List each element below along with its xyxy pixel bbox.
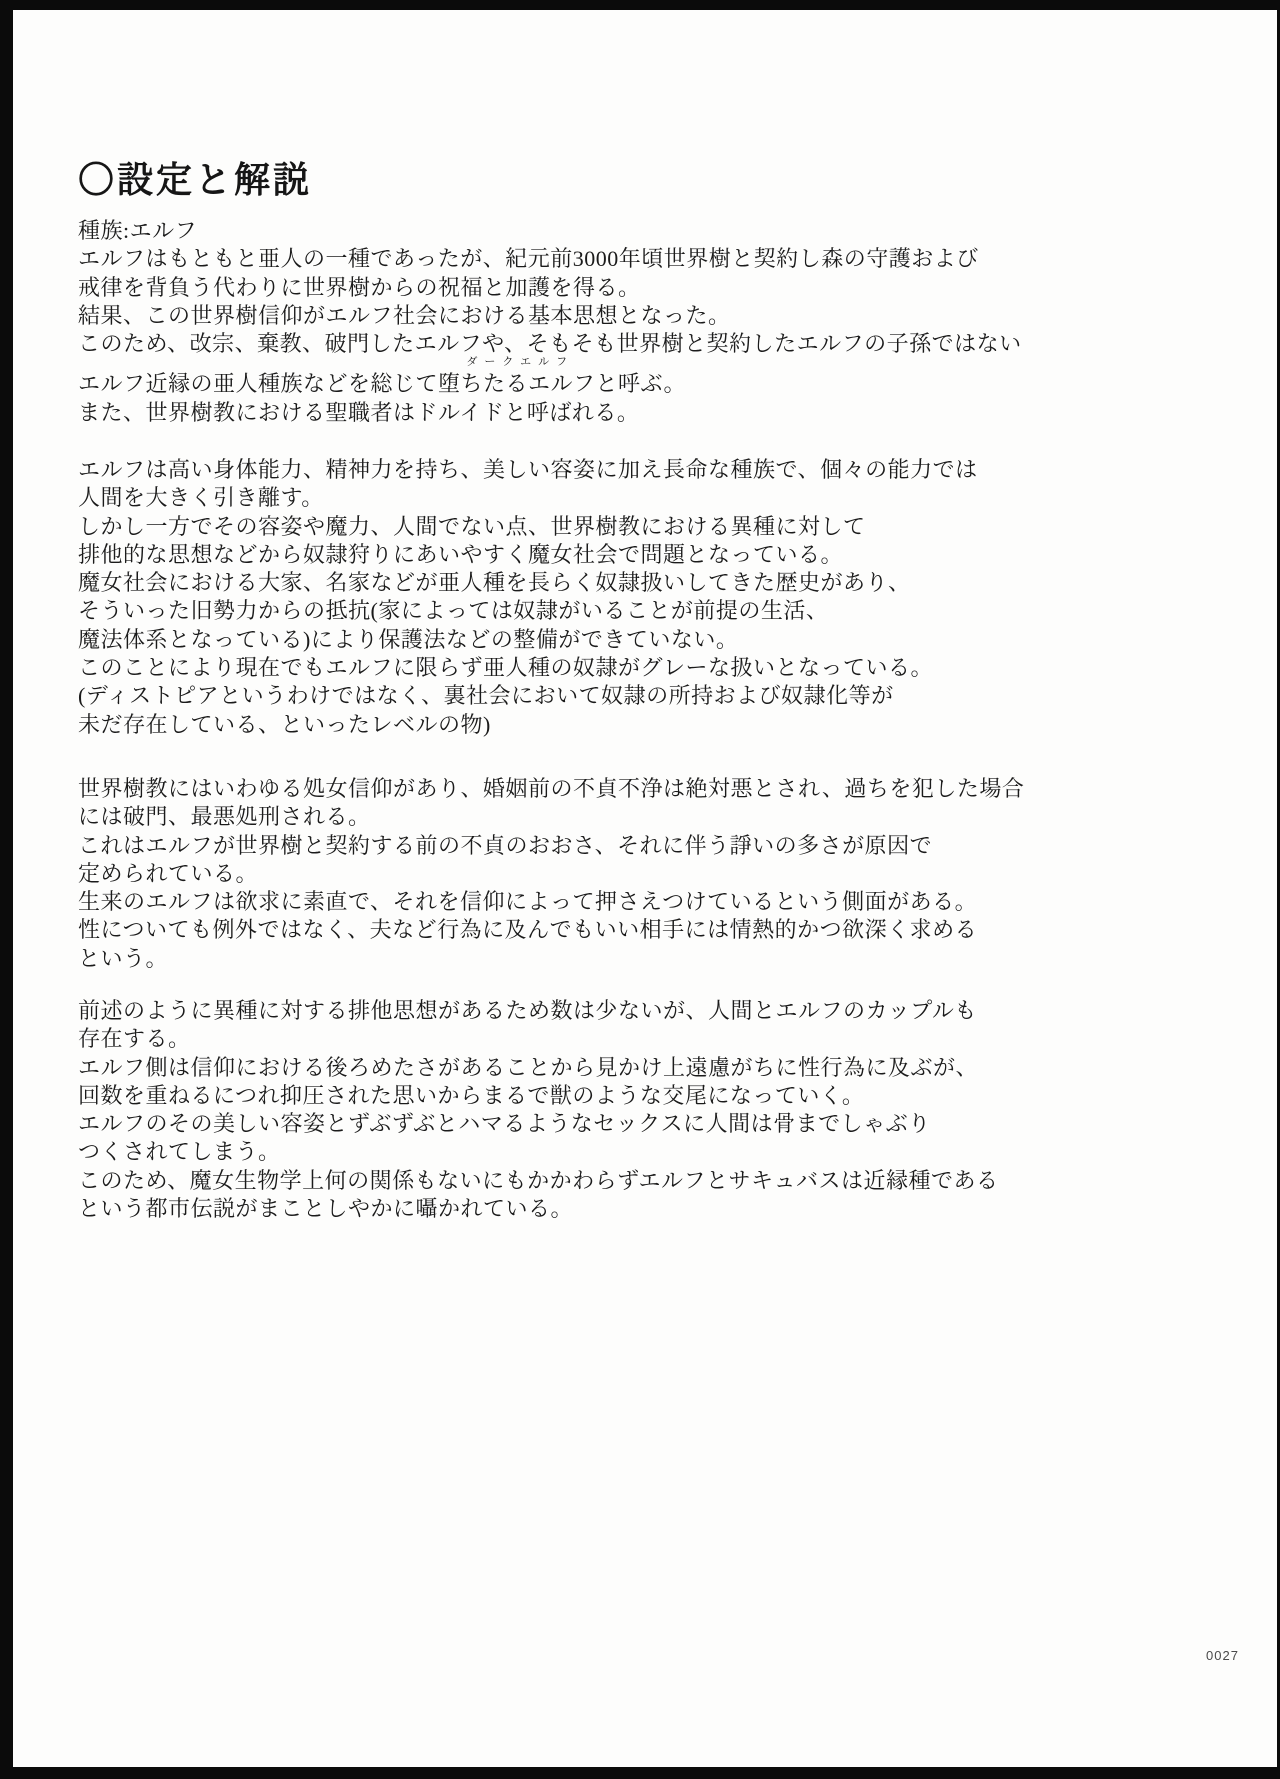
text-line: 排他的な思想などから奴隷狩りにあいやすく魔女社会で問題となっている。 [78,541,844,567]
text-line: 種族:エルフ [78,218,198,243]
text-line: エルフはもともと亜人の一種であったが、紀元前3000年頃世界樹と契約し森の守護および [78,246,979,272]
text-line: しかし一方でその容姿や魔力、人間でない点、世界樹教における異種に対して [78,513,866,539]
text-line: 存在する。 [78,1026,191,1052]
text-line: 世界樹教にはいわゆる処女信仰があり、婚姻前の不貞不浄は絶対悪とされ、過ちを犯した場合 [78,776,1025,801]
text-line: 魔女社会における大家、名家などが亜人種を長らく奴隷扱いしてきた歴史があり、 [78,570,911,596]
text-line: (ディストピアというわけではなく、裏社会において奴隷の所持および奴隷化等が [78,683,894,709]
text-line: つくされてしまう。 [78,1139,281,1165]
text-line: には破門、最悪処刑される。 [78,804,371,830]
document-page [13,10,1277,1767]
ruby-base: 堕ちたるエルフ [438,371,596,397]
text-line: 回数を重ねるにつれ抑圧された思いからまるで獣のような交尾になっていく。 [78,1082,865,1108]
text-line: エルフのその美しい容姿とずぶずぶとハマるようなセックスに人間は骨までしゃぶり [78,1111,931,1137]
ruby-annotation [438,356,596,398]
paragraph-3 [78,775,1024,973]
text-line: 性についても例外ではなく、夫など行為に及んでもいい相手には情熱的かつ欲深く求める [78,917,978,943]
text-line: また、世界樹教における聖職者はドルイドと呼ばれる。 [78,399,640,425]
text-line [78,358,1022,398]
text-line: 定められている。 [78,860,259,886]
text-line: このため、魔女生物学上何の関係もないにもかかわらずエルフとサキュバスは近縁種である [78,1167,999,1193]
paragraph-4 [78,997,999,1223]
text-line: エルフ側は信仰における後ろめたさがあることから見かけ上遠慮がちに性行為に及ぶが、 [78,1054,979,1080]
text-line: 未だ存在している、といったレベルの物) [78,711,491,737]
text-segment: と呼ぶ。 [595,371,686,397]
text-line: 魔法体系となっている)により保護法などの整備ができていない。 [78,626,739,652]
paragraphs [13,10,1277,1767]
paragraph-1 [78,217,1022,427]
text-line: 生来のエルフは欲求に素直で、それを信仰によって押さえつけているという側面がある。 [78,889,978,915]
paragraph-2 [78,456,978,739]
text-line: 結果、この世界樹信仰がエルフ社会における基本思想となった。 [78,302,731,328]
text-line: 戒律を背負う代わりに世界樹からの祝福と加護を得る。 [78,274,641,300]
text-line: そういった旧勢力からの抵抗(家によっては奴隷がいることが前提の生活、 [78,598,829,624]
text-line: という。 [78,945,169,971]
text-line: という都市伝説がまことしやかに囁かれている。 [78,1196,574,1222]
text-line: 人間を大きく引き離す。 [78,485,324,511]
text-line: このため、改宗、棄教、破門したエルフや、そもそも世界樹と契約したエルフの子孫ではない [78,331,1022,357]
text-segment: エルフ近縁の亜人種族などを総じて [78,371,439,397]
text-line: このことにより現在でもエルフに限らず亜人種の奴隷がグレーな扱いとなっている。 [78,655,934,681]
page-title: 〇設定と解説 [78,159,313,201]
page-number: 0027 [1206,1648,1239,1663]
text-line: エルフは高い身体能力、精神力を持ち、美しい容姿に加え長命な種族で、個々の能力では [78,457,978,482]
ruby-text: ダークエルフ [466,356,575,369]
text-line: これはエルフが世界樹と契約する前の不貞のおおさ、それに伴う諍いの多さが原因で [78,832,933,858]
text-line: 前述のように異種に対する排他思想があるため数は少ないが、人間とエルフのカップルも [78,998,977,1023]
